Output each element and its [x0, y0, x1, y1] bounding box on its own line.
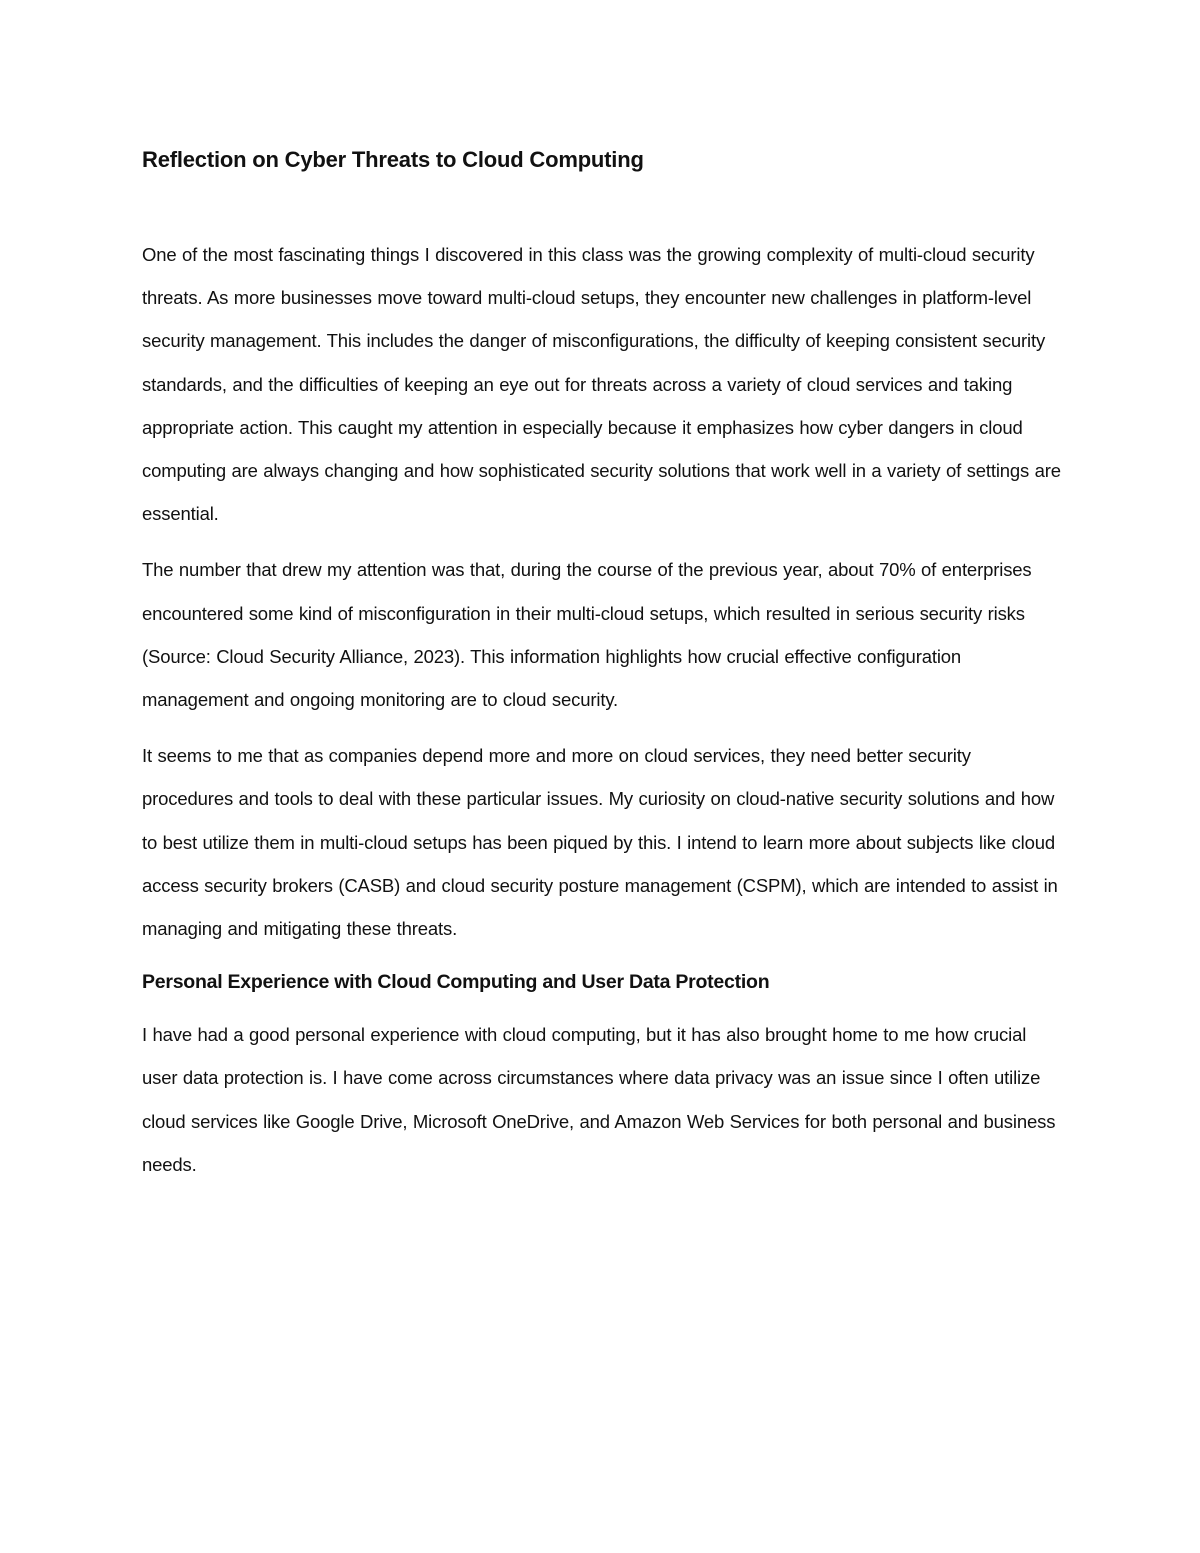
paragraph-multi-cloud-threats: One of the most fascinating things I discovered in this class was the growing complexity of multi-cloud security threats. As more businesses move toward multi-cloud setups, they encounter new challenges in platform-level security management. This includes the danger of misconfigurations, the difficulty of keeping consistent security standards, and the difficulties of keeping an eye out for threats across a variety of cloud services and taking appropriate action. This caught my attention in especially because it emphasizes how cyber dangers in cloud computing are always changing and how sophisticated security solutions that work well in a variety of settings are essential.	[142, 244, 1061, 525]
paragraph-misconfiguration-statistic: The number that drew my attention was that, during the course of the previous year, about 70% of enterprises encountered some kind of misconfiguration in their multi-cloud setups, which resulted in serious security risks (Source: Cloud Security Alliance, 2023). This information highlights how crucial effective configuration management and ongoing monitoring are to cloud security.	[142, 559, 1032, 711]
section-heading: Personal Experience with Cloud Computing and User Data Protection	[142, 971, 770, 994]
document-title: Reflection on Cyber Threats to Cloud Computing	[142, 147, 644, 172]
paragraph-security-tools: It seems to me that as companies depend more and more on cloud services, they need better security procedures and tools to deal with these particular issues. My curiosity on cloud-native security solutions and how to best utilize them in multi-cloud setups has been piqued by this. I intend to learn more about subjects like cloud access security brokers (CASB) and cloud security posture management (CSPM), which are intended to assist in managing and mitigating these threats.	[142, 745, 1058, 940]
paragraph-personal-experience: I have had a good personal experience with cloud computing, but it has also brought home to me how crucial user data protection is. I have come across circumstances where data privacy was an issue since I often utilize cloud services like Google Drive, Microsoft OneDrive, and Amazon Web Services for both personal and business needs.	[142, 1024, 1056, 1175]
document-body	[142, 142, 1062, 1186]
